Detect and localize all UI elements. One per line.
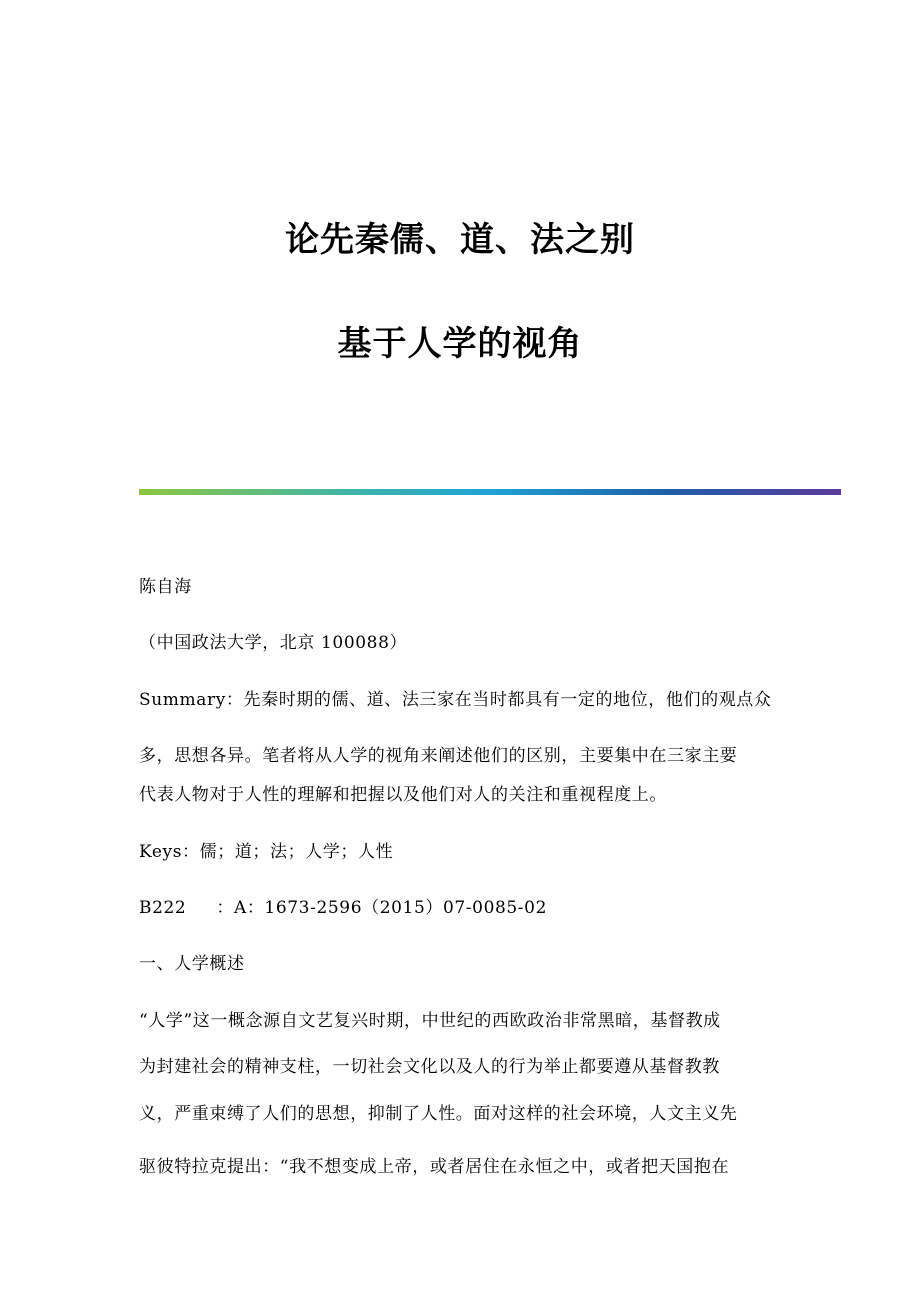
body-paragraph-line: 为封建社会的精神支柱，一切社会文化以及人的行为举止都要遵从基督教教 xyxy=(139,1057,720,1077)
author-affiliation: （中国政法大学，北京 100088） xyxy=(139,633,408,653)
body-paragraph-line: 驱彼特拉克提出：“我不想变成上帝，或者居住在永恒之中，或者把天国抱在 xyxy=(139,1157,730,1177)
section-heading: 一、人学概述 xyxy=(139,954,245,974)
summary-line: 代表人物对于人性的理解和把握以及他们对人的关注和重视程度上。 xyxy=(139,785,667,805)
gradient-divider xyxy=(139,489,841,495)
body-paragraph-line: “人学”这一概念源自文艺复兴时期，中世纪的西欧政治非常黑暗，基督教成 xyxy=(139,1011,721,1031)
author-name: 陈自海 xyxy=(139,577,192,597)
keywords: Keys：儒；道；法；人学；人性 xyxy=(139,842,394,862)
summary-line: 多，思想各异。笔者将从人学的视角来阐述他们的区别，主要集中在三家主要 xyxy=(139,746,738,766)
classification-number: B222 ：A：1673-2596（2015）07-0085-02 xyxy=(139,898,547,918)
body-paragraph-line: 义，严重束缚了人们的思想，抑制了人性。面对这样的社会环境，人文主义先 xyxy=(139,1104,738,1124)
paper-title: 论先秦儒、道、法之别 xyxy=(285,220,635,260)
paper-subtitle: 基于人学的视角 xyxy=(337,324,583,364)
summary-line: Summary：先秦时期的儒、道、法三家在当时都具有一定的地位，他们的观点众 xyxy=(139,690,772,710)
